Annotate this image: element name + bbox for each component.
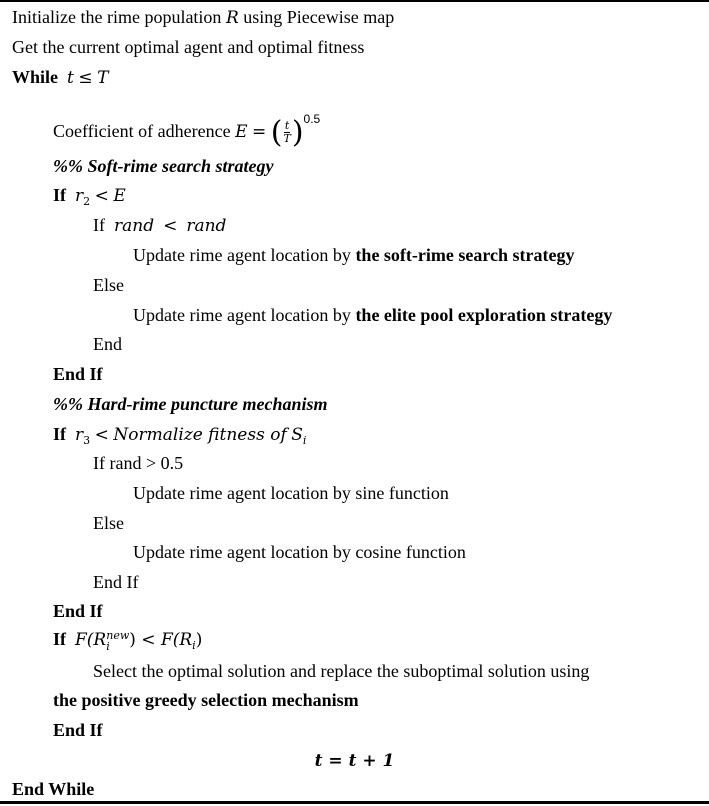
- math-normalize-fitness: Normalize fitness of: [113, 425, 287, 445]
- keyword-while: While: [12, 67, 59, 87]
- line-if-fitness: [53, 628, 202, 658]
- line-get-optimal: [12, 36, 364, 60]
- math-increment: t = t + 1: [314, 751, 395, 771]
- math-r: r: [75, 186, 84, 206]
- line-text: Else: [93, 513, 124, 533]
- line-end: [93, 333, 122, 357]
- math-subscript: 2: [83, 195, 91, 208]
- line-else: [93, 512, 124, 536]
- line-if-rand: [93, 214, 226, 238]
- line-else: [93, 274, 124, 298]
- line-coefficient: [53, 108, 321, 150]
- math-less-than: <: [94, 425, 109, 445]
- math-superscript: new: [106, 628, 130, 642]
- math-less-than: <: [94, 186, 109, 206]
- math-rand: rand: [114, 216, 155, 236]
- line-text: using Piecewise map: [238, 7, 395, 27]
- line-text: End If: [53, 720, 103, 740]
- line-text: End While: [12, 779, 95, 799]
- line-end-if: [93, 571, 138, 595]
- keyword-if: If: [53, 185, 66, 205]
- math-sup-sub: [106, 630, 129, 652]
- line-if-r2: [53, 184, 126, 208]
- math-rand: rand: [186, 216, 227, 236]
- line-if-r3: [53, 423, 306, 447]
- paren-left: (: [270, 114, 283, 150]
- line-text: End If: [53, 601, 103, 621]
- math-less-than: <: [163, 216, 178, 236]
- line-text: Coefficient of adherence: [53, 121, 236, 141]
- line-end-while: [12, 778, 94, 802]
- line-update-cosine: [133, 541, 466, 565]
- line-text: End If: [53, 364, 103, 384]
- math-F-R: F(R: [75, 630, 107, 650]
- line-initialize: [12, 6, 394, 30]
- math-subscript: i: [106, 639, 110, 653]
- line-text: Update rime agent location by sine function: [133, 483, 449, 503]
- comment-soft-rime: [53, 155, 273, 179]
- line-text: %% Hard-rime puncture mechanism: [53, 394, 328, 414]
- math-equals: =: [252, 122, 267, 142]
- line-text: Select the optimal solution and replace the suboptimal solution using: [93, 661, 590, 681]
- line-text: %% Soft-rime search strategy: [53, 156, 274, 176]
- line-greedy-mechanism: [53, 689, 359, 713]
- fraction-denominator: T: [283, 132, 291, 146]
- line-increment-t: [0, 749, 709, 773]
- comment-hard-rime: [53, 393, 328, 417]
- strategy-name: the elite pool exploration strategy: [355, 305, 613, 325]
- bottom-rule: [0, 801, 709, 804]
- math-t: t: [67, 68, 74, 88]
- math-subscript: 3: [83, 434, 91, 447]
- math-E: E: [113, 186, 126, 206]
- math-paren: ): [195, 630, 203, 650]
- math-less-than: ) <: [129, 630, 161, 650]
- line-while: [12, 66, 108, 90]
- math-R: R: [225, 8, 239, 28]
- line-text: Else: [93, 275, 124, 295]
- line-text: Update rime agent location by cosine function: [133, 542, 466, 562]
- fraction-t-over-T: [283, 120, 290, 145]
- top-rule: [0, 0, 709, 2]
- math-E: E: [235, 122, 248, 142]
- line-update-sine: [133, 482, 449, 506]
- math-subscript: i: [192, 639, 196, 652]
- math-leq: ≤: [78, 68, 93, 88]
- line-select-optimal: [93, 660, 589, 684]
- line-if-rand-half: [93, 452, 183, 476]
- line-update-elite-pool: [133, 304, 612, 328]
- math-S: S: [291, 425, 303, 445]
- keyword-if: If: [53, 424, 66, 444]
- line-text: Update rime agent location by: [133, 305, 356, 325]
- line-text: the positive greedy selection mechanism: [53, 690, 359, 710]
- line-end-if: [53, 363, 103, 387]
- paren-right: ): [291, 114, 304, 150]
- math-r: r: [75, 425, 84, 445]
- line-text: Update rime agent location by: [133, 245, 356, 265]
- line-text: If rand > 0.5: [93, 453, 184, 473]
- line-text: Initialize the rime population: [12, 7, 226, 27]
- keyword-if: If: [93, 215, 105, 235]
- strategy-name: the soft-rime search strategy: [355, 245, 575, 265]
- line-text: End: [93, 334, 122, 354]
- line-end-if: [53, 719, 103, 743]
- math-F-R: F(R: [160, 630, 193, 650]
- line-text: End If: [93, 572, 139, 592]
- math-subscript: i: [302, 434, 307, 447]
- fraction-numerator: t: [284, 119, 290, 133]
- exponent: 0.5: [303, 112, 321, 126]
- line-end-if: [53, 600, 103, 624]
- keyword-if: If: [53, 629, 66, 649]
- math-T: T: [97, 68, 109, 88]
- line-update-soft-rime: [133, 244, 575, 268]
- line-text: Get the current optimal agent and optimal fitness: [12, 37, 365, 57]
